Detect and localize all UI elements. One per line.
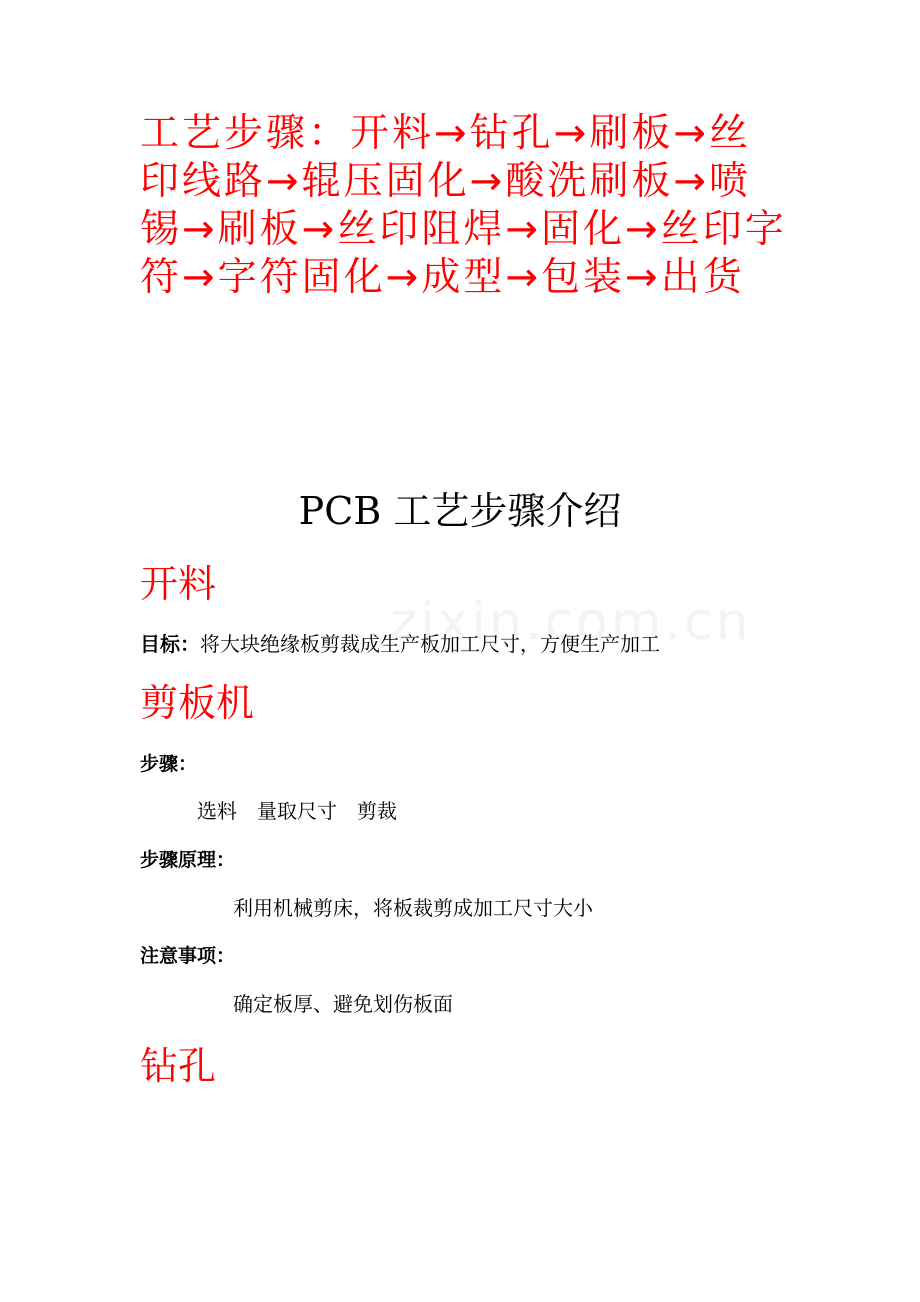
document-title: PCB 工艺步骤介绍: [298, 489, 622, 533]
objective-label: 目标：: [140, 632, 200, 656]
principle-label: 步骤原理：: [140, 849, 236, 871]
objective-text: 将大块绝缘板剪裁成生产板加工尺寸，方便生产加工: [200, 632, 660, 656]
notes-text: 确定板厚、避免划伤板面: [233, 992, 453, 1016]
process-flow-summary: 工艺步骤：开料→钻孔→刷板→丝印线路→辊压固化→酸洗刷板→喷锡→刷板→丝印阻焊→固化→丝印字符→字符固化→成型→包装→出货: [140, 111, 787, 300]
principle-text: 利用机械剪床，将板裁剪成加工尺寸大小: [233, 896, 593, 920]
section-heading-drilling: 钻孔: [140, 1044, 217, 1088]
objective-line: [140, 630, 660, 658]
section-heading-cutting: 开料: [140, 562, 217, 606]
steps-label: 步骤：: [140, 753, 198, 775]
steps-text: 选料 量取尺寸 剪裁: [197, 799, 397, 823]
section-heading-shearing-machine: 剪板机: [140, 681, 255, 725]
notes-label: 注意事项：: [140, 945, 236, 967]
